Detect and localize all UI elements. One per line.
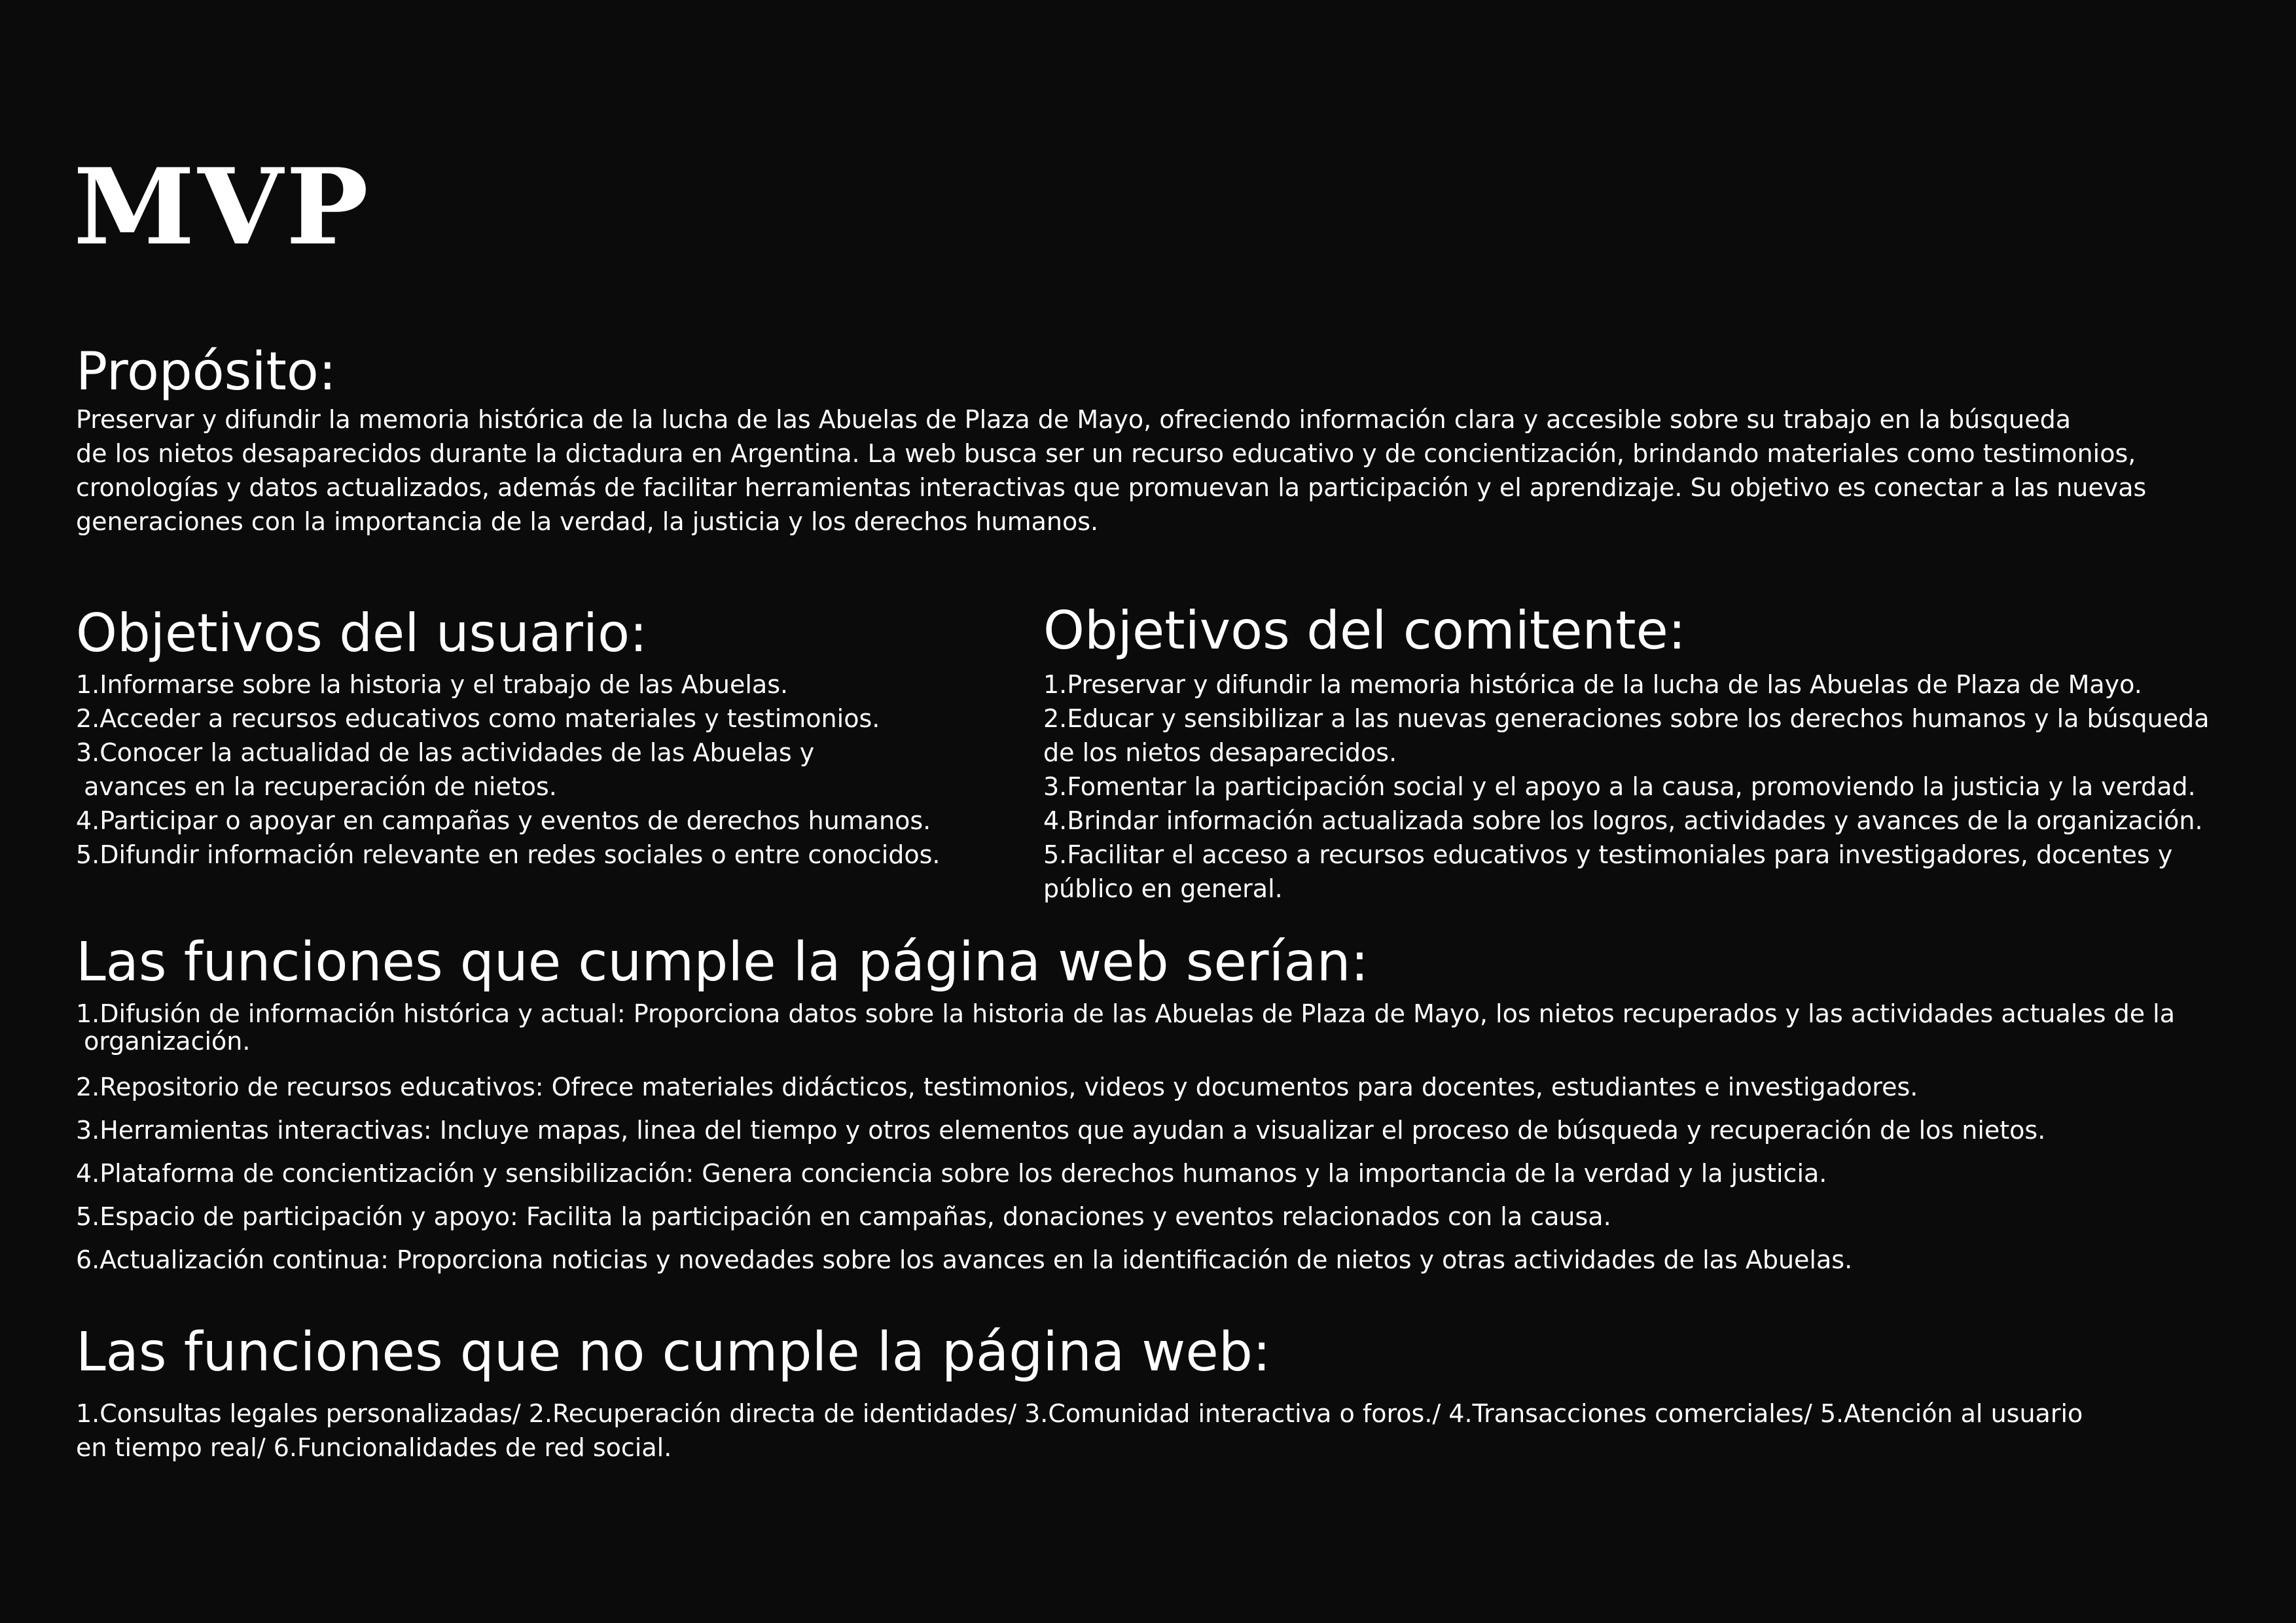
purpose-heading: Propósito: (76, 341, 336, 402)
list-item: de los nietos desaparecidos. (1043, 738, 1397, 767)
list-item (76, 1000, 2255, 1055)
non-functions-heading: Las funciones que no cumple la página web: (76, 1321, 1271, 1383)
list-item: 2.Educar y sensibilizar a las nuevas generaciones sobre los derechos humanos y la búsqueda (1043, 704, 2210, 733)
list-item: público en general. (1043, 874, 1283, 903)
list-item-line: 1.Difusión de información histórica y actual: Proporciona datos sobre la historia de las Abuelas de Plaza de Mayo, los nietos recuperados y las actividades actuales de la (76, 999, 2176, 1028)
list-item: 5.Espacio de participación y apoyo: Facilita la participación en campañas, donaciones y eventos relacionados con la causa. (76, 1202, 1611, 1231)
purpose-paragraph (76, 402, 2236, 539)
list-item: 3.Herramientas interactivas: Incluye mapas, linea del tiempo y otros elementos que ayudan a visualizar el proceso de búsqueda y recuperación de los nietos. (76, 1116, 2046, 1145)
list-item: 6.Actualización continua: Proporciona noticias y novedades sobre los avances en la identificación de nietos y otras actividades de las Abuelas. (76, 1245, 1853, 1274)
client-objectives-list (1043, 668, 2254, 906)
non-functions-line: 1.Consultas legales personalizadas/ 2.Recuperación directa de identidades/ 3.Comunidad interactiva o foros./ 4.Transacciones comerciales/ 5.Atención al usuario (76, 1399, 2083, 1428)
list-item: 2.Repositorio de recursos educativos: Ofrece materiales didácticos, testimonios, videos y documentos para docentes, estudiantes e investigadores. (76, 1073, 1918, 1101)
page-title: MVP (73, 145, 372, 268)
list-item: 1.Informarse sobre la historia y el trabajo de las Abuelas. (76, 670, 789, 699)
functions-heading: Las funciones que cumple la página web serían: (76, 931, 1369, 993)
list-item: 5.Difundir información relevante en redes sociales o entre conocidos. (76, 840, 941, 869)
list-item: 5.Facilitar el acceso a recursos educativos y testimoniales para investigadores, docentes y (1043, 840, 2173, 869)
non-functions-line: en tiempo real/ 6.Funcionalidades de red social. (76, 1433, 672, 1462)
user-objectives-list (76, 668, 1025, 872)
purpose-line: cronologías y datos actualizados, además de facilitar herramientas interactivas que promuevan la participación y el aprendizaje. Su objetivo es conectar a las nuevas (76, 473, 2147, 502)
list-item: 4.Brindar información actualizada sobre los logros, actividades y avances de la organización. (1043, 806, 2203, 835)
list-item: 2.Acceder a recursos educativos como materiales y testimonios. (76, 704, 880, 733)
non-functions-paragraph (76, 1397, 2236, 1465)
purpose-line: generaciones con la importancia de la verdad, la justicia y los derechos humanos. (76, 507, 1099, 536)
purpose-line: de los nietos desaparecidos durante la dictadura en Argentina. La web busca ser un recurso educativo y de concientización, brindando materiales como testimonios, (76, 439, 2136, 468)
user-objectives-heading: Objetivos del usuario: (76, 603, 647, 664)
functions-list (76, 1000, 2255, 1281)
purpose-line: Preservar y difundir la memoria histórica de la lucha de las Abuelas de Plaza de Mayo, ofreciendo información clara y accesible sobre su trabajo en la búsqueda (76, 405, 2072, 434)
list-item: 4.Participar o apoyar en campañas y eventos de derechos humanos. (76, 806, 931, 835)
list-item: avances en la recuperación de nietos. (76, 772, 557, 801)
client-objectives-heading: Objetivos del comitente: (1043, 600, 1686, 661)
list-item: 1.Preservar y difundir la memoria histórica de la lucha de las Abuelas de Plaza de Mayo. (1043, 670, 2142, 699)
list-item: 4.Plataforma de concientización y sensibilización: Genera conciencia sobre los derechos humanos y la importancia de la verdad y la justicia. (76, 1159, 1827, 1188)
list-item: 3.Conocer la actualidad de las actividades de las Abuelas y (76, 738, 815, 767)
list-item-line: organización. (76, 1027, 251, 1056)
list-item: 3.Fomentar la participación social y el apoyo a la causa, promoviendo la justicia y la verdad. (1043, 772, 2196, 801)
